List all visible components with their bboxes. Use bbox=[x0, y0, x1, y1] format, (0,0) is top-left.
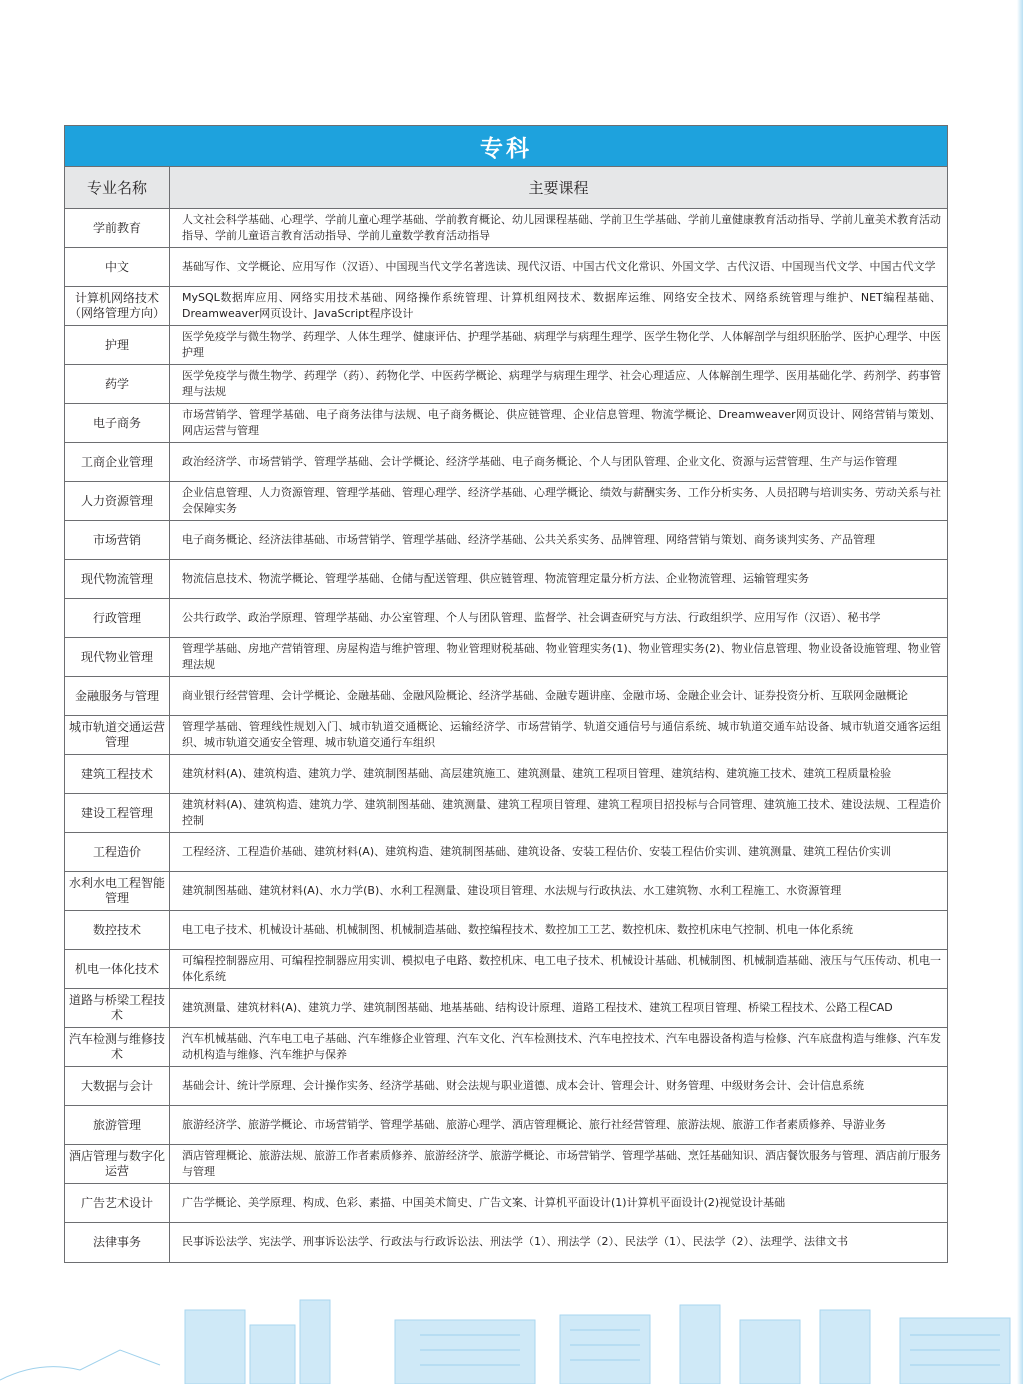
table-row bbox=[65, 1145, 947, 1184]
table-body bbox=[65, 209, 947, 1262]
table-header-row bbox=[65, 167, 947, 209]
table-row bbox=[65, 365, 947, 404]
major-name: 建筑工程技术 bbox=[65, 755, 170, 794]
course-table bbox=[64, 125, 948, 1263]
major-courses: 广告学概论、美学原理、构成、色彩、素描、中国美术简史、广告文案、计算机平面设计(1)计算机平面设计(2)视觉设计基础 bbox=[170, 1184, 948, 1223]
page-edge-decoration bbox=[1017, 0, 1023, 1384]
major-courses: 建筑材料(A)、建筑构造、建筑力学、建筑制图基础、建筑测量、建筑工程项目管理、建筑工程项目招投标与合同管理、建筑施工技术、建设法规、工程造价控制 bbox=[170, 794, 948, 833]
major-courses: 企业信息管理、人力资源管理、管理学基础、管理心理学、经济学基础、心理学概论、绩效与薪酬实务、工作分析实务、人员招聘与培训实务、劳动关系与社会保障实务 bbox=[170, 482, 948, 521]
header-courses: 主要课程 bbox=[170, 167, 948, 209]
table-row bbox=[65, 287, 947, 326]
table-row bbox=[65, 1184, 947, 1223]
major-courses: 建筑测量、建筑材料(A)、建筑力学、建筑制图基础、地基基础、结构设计原理、道路工程技术、建筑工程项目管理、桥梁工程技术、公路工程CAD bbox=[170, 989, 948, 1028]
table-row bbox=[65, 1067, 947, 1106]
major-courses: 民事诉讼法学、宪法学、刑事诉讼法学、行政法与行政诉讼法、刑法学（1）、刑法学（2）、民法学（1）、民法学（2）、法理学、法律文书 bbox=[170, 1223, 948, 1262]
major-courses: 基础会计、统计学原理、会计操作实务、经济学基础、财会法规与职业道德、成本会计、管理会计、财务管理、中级财务会计、会计信息系统 bbox=[170, 1067, 948, 1106]
major-name: 汽车检测与维修技术 bbox=[65, 1028, 170, 1067]
table-title: 专科 bbox=[65, 126, 947, 167]
major-courses: MySQL数据库应用、网络实用技术基础、网络操作系统管理、计算机组网技术、数据库运维、网络安全技术、网络系统管理与维护、NET编程基础、Dreamweaver网页设计、JavaScript程序设计 bbox=[170, 287, 948, 326]
major-name: 护理 bbox=[65, 326, 170, 365]
major-courses: 基础写作、文学概论、应用写作（汉语）、中国现当代文学名著选读、现代汉语、中国古代文化常识、外国文学、古代汉语、中国现当代文学、中国古代文学 bbox=[170, 248, 948, 287]
major-courses: 工程经济、工程造价基础、建筑材料(A)、建筑构造、建筑制图基础、建筑设备、安装工程估价、安装工程估价实训、建筑测量、建筑工程估价实训 bbox=[170, 833, 948, 872]
table-row bbox=[65, 1223, 947, 1262]
major-name: 人力资源管理 bbox=[65, 482, 170, 521]
major-courses: 管理学基础、房地产营销管理、房屋构造与维护管理、物业管理财税基础、物业管理实务(1)、物业管理实务(2)、物业信息管理、物业设备设施管理、物业管理法规 bbox=[170, 638, 948, 677]
campus-skyline-illustration bbox=[0, 1290, 1023, 1384]
table-row bbox=[65, 1028, 947, 1067]
major-courses: 医学免疫学与微生物学、药理学（药）、药物化学、中医药学概论、病理学与病理生理学、社会心理适应、人体解剖生理学、医用基础化学、药剂学、药事管理与法规 bbox=[170, 365, 948, 404]
table-row bbox=[65, 716, 947, 755]
table-row bbox=[65, 443, 947, 482]
major-courses: 电子商务概论、经济法律基础、市场营销学、管理学基础、经济学基础、公共关系实务、品牌管理、网络营销与策划、商务谈判实务、产品管理 bbox=[170, 521, 948, 560]
major-name: 现代物业管理 bbox=[65, 638, 170, 677]
table-row bbox=[65, 404, 947, 443]
major-name: 药学 bbox=[65, 365, 170, 404]
major-courses: 人文社会科学基础、心理学、学前儿童心理学基础、学前教育概论、幼儿园课程基础、学前卫生学基础、学前儿童健康教育活动指导、学前儿童美术教育活动指导、学前儿童语言教育活动指导、学前儿童数学教育活动指导 bbox=[170, 209, 948, 248]
major-name: 酒店管理与数字化运营 bbox=[65, 1145, 170, 1184]
major-courses: 市场营销学、管理学基础、电子商务法律与法规、电子商务概论、供应链管理、企业信息管理、物流学概论、Dreamweaver网页设计、网络营销与策划、网店运营与管理 bbox=[170, 404, 948, 443]
table-row bbox=[65, 677, 947, 716]
major-courses: 商业银行经营管理、会计学概论、金融基础、金融风险概论、经济学基础、金融专题讲座、金融市场、金融企业会计、证券投资分析、互联网金融概论 bbox=[170, 677, 948, 716]
table-row bbox=[65, 833, 947, 872]
table-row bbox=[65, 989, 947, 1028]
major-name: 金融服务与管理 bbox=[65, 677, 170, 716]
major-name: 广告艺术设计 bbox=[65, 1184, 170, 1223]
table-row bbox=[65, 209, 947, 248]
major-name: 法律事务 bbox=[65, 1223, 170, 1262]
major-name: 水利水电工程智能管理 bbox=[65, 872, 170, 911]
major-name: 工商企业管理 bbox=[65, 443, 170, 482]
major-courses: 医学免疫学与微生物学、药理学、人体生理学、健康评估、护理学基础、病理学与病理生理学、医学生物化学、人体解剖学与组织胚胎学、医护心理学、中医护理 bbox=[170, 326, 948, 365]
major-name: 机电一体化技术 bbox=[65, 950, 170, 989]
table-row bbox=[65, 638, 947, 677]
table-row bbox=[65, 482, 947, 521]
major-courses: 酒店管理概论、旅游法规、旅游工作者素质修养、旅游经济学、旅游学概论、市场营销学、管理学基础、烹饪基础知识、酒店餐饮服务与管理、酒店前厅服务与管理 bbox=[170, 1145, 948, 1184]
header-major: 专业名称 bbox=[65, 167, 170, 209]
major-name: 道路与桥梁工程技术 bbox=[65, 989, 170, 1028]
major-name: 电子商务 bbox=[65, 404, 170, 443]
table-row bbox=[65, 794, 947, 833]
major-courses: 公共行政学、政治学原理、管理学基础、办公室管理、个人与团队管理、监督学、社会调查研究与方法、行政组织学、应用写作（汉语）、秘书学 bbox=[170, 599, 948, 638]
table-row bbox=[65, 1106, 947, 1145]
major-name: 中文 bbox=[65, 248, 170, 287]
major-name: 城市轨道交通运营管理 bbox=[65, 716, 170, 755]
table-row bbox=[65, 911, 947, 950]
major-name: 建设工程管理 bbox=[65, 794, 170, 833]
table-row bbox=[65, 560, 947, 599]
major-name: 旅游管理 bbox=[65, 1106, 170, 1145]
table-row bbox=[65, 872, 947, 911]
table-row bbox=[65, 599, 947, 638]
major-name: 市场营销 bbox=[65, 521, 170, 560]
major-courses: 政治经济学、市场营销学、管理学基础、会计学概论、经济学基础、电子商务概论、个人与团队管理、企业文化、资源与运营管理、生产与运作管理 bbox=[170, 443, 948, 482]
table-row bbox=[65, 248, 947, 287]
major-name: 学前教育 bbox=[65, 209, 170, 248]
table-row bbox=[65, 755, 947, 794]
table-row bbox=[65, 950, 947, 989]
table-row bbox=[65, 521, 947, 560]
major-courses: 汽车机械基础、汽车电工电子基础、汽车维修企业管理、汽车文化、汽车检测技术、汽车电控技术、汽车电器设备构造与检修、汽车底盘构造与维修、汽车发动机构造与维修、汽车维护与保养 bbox=[170, 1028, 948, 1067]
major-course-table bbox=[65, 167, 947, 1262]
major-name: 行政管理 bbox=[65, 599, 170, 638]
major-name: 大数据与会计 bbox=[65, 1067, 170, 1106]
major-name: 工程造价 bbox=[65, 833, 170, 872]
major-courses: 可编程控制器应用、可编程控制器应用实训、模拟电子电路、数控机床、电工电子技术、机械设计基础、机械制图、机械制造基础、液压与气压传动、机电一体化系统 bbox=[170, 950, 948, 989]
major-courses: 建筑材料(A)、建筑构造、建筑力学、建筑制图基础、高层建筑施工、建筑测量、建筑工程项目管理、建筑结构、建筑施工技术、建筑工程质量检验 bbox=[170, 755, 948, 794]
major-courses: 电工电子技术、机械设计基础、机械制图、机械制造基础、数控编程技术、数控加工工艺、数控机床、数控机床电气控制、机电一体化系统 bbox=[170, 911, 948, 950]
major-courses: 物流信息技术、物流学概论、管理学基础、仓储与配送管理、供应链管理、物流管理定量分析方法、企业物流管理、运输管理实务 bbox=[170, 560, 948, 599]
table-row bbox=[65, 326, 947, 365]
major-courses: 建筑制图基础、建筑材料(A)、水力学(B)、水利工程测量、建设项目管理、水法规与行政执法、水工建筑物、水利工程施工、水资源管理 bbox=[170, 872, 948, 911]
major-name: 数控技术 bbox=[65, 911, 170, 950]
major-name: 计算机网络技术（网络管理方向） bbox=[65, 287, 170, 326]
major-courses: 旅游经济学、旅游学概论、市场营销学、管理学基础、旅游心理学、酒店管理概论、旅行社经营管理、旅游法规、旅游工作者素质修养、导游业务 bbox=[170, 1106, 948, 1145]
major-name: 现代物流管理 bbox=[65, 560, 170, 599]
major-courses: 管理学基础、管理线性规划入门、城市轨道交通概论、运输经济学、市场营销学、轨道交通信号与通信系统、城市轨道交通车站设备、城市轨道交通客运组织、城市轨道交通安全管理、城市轨道交通行车组织 bbox=[170, 716, 948, 755]
